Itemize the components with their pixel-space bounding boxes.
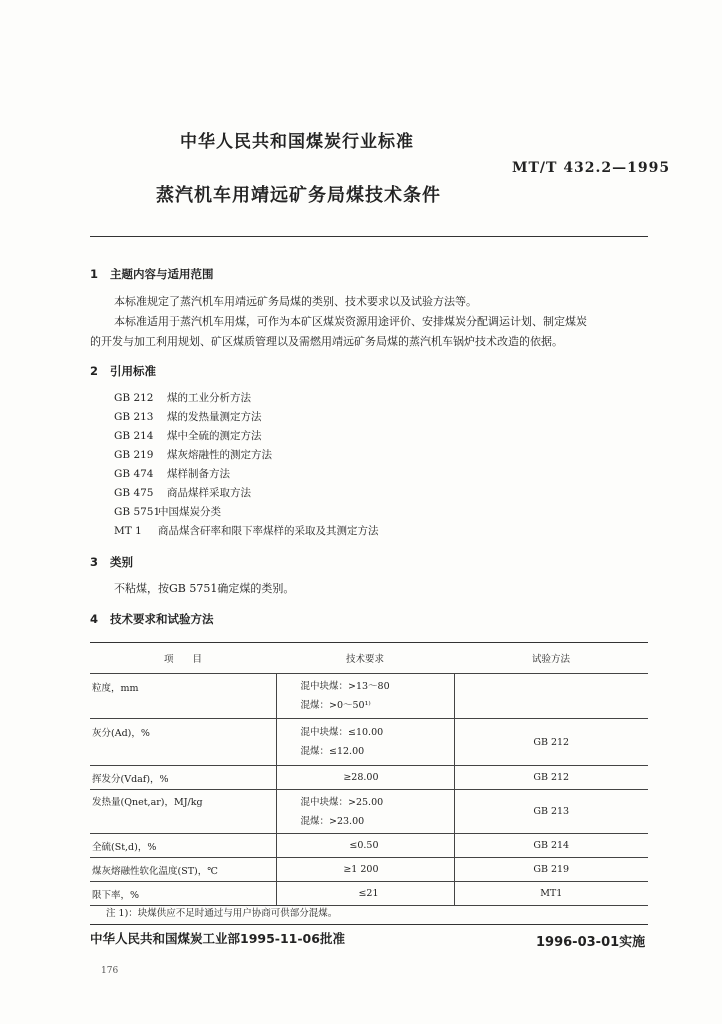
reference-code: GB 214 — [114, 430, 154, 442]
reference-name: 煤的工业分析方法 — [167, 392, 251, 404]
reference-code: GB 474 — [114, 468, 154, 480]
reference-item — [114, 409, 262, 424]
method-cell: GB 212 — [454, 766, 648, 790]
specification-table — [90, 642, 648, 906]
requirement-line: 混煤：>0～50¹⁾ — [300, 700, 371, 711]
reference-code: GB 219 — [114, 449, 154, 461]
section-number: 2 — [90, 364, 99, 378]
section-3-heading — [90, 554, 133, 570]
table-footnote: 注 1)：块煤供应不足时通过与用户协商可供部分混煤。 — [106, 908, 338, 919]
method-cell: MT1 — [454, 882, 648, 906]
reference-item — [114, 447, 272, 462]
requirement-cell: ≤0.50 — [276, 834, 454, 858]
method-cell: GB 213 — [454, 790, 648, 834]
table-row — [90, 719, 648, 766]
reference-item — [114, 428, 262, 443]
section-number: 1 — [90, 267, 99, 281]
method-cell: GB 214 — [454, 834, 648, 858]
table-header-row — [90, 643, 648, 674]
footer-rule — [90, 924, 648, 925]
reference-code: GB 5751 — [114, 506, 161, 518]
requirement-cell — [276, 674, 454, 719]
section-1-paragraph-2-cont: 的开发与加工利用规划、矿区煤质管理以及需燃用靖远矿务局煤的蒸汽机车锅炉技术改造的依据。 — [90, 335, 563, 348]
section-1-paragraph-1: 本标准规定了蒸汽机车用靖远矿务局煤的类别、技术要求以及试验方法等。 — [114, 295, 477, 308]
table-row — [90, 674, 648, 719]
table-row — [90, 790, 648, 834]
section-title: 主题内容与适用范围 — [110, 267, 214, 281]
method-cell: GB 212 — [454, 719, 648, 766]
section-title: 技术要求和试验方法 — [110, 612, 214, 626]
requirement-cell: ≥28.00 — [276, 766, 454, 790]
section-number: 4 — [90, 612, 99, 626]
column-header-requirement: 技术要求 — [276, 643, 454, 674]
section-2-heading — [90, 363, 156, 379]
item-cell: 挥发分(Vdaf)，% — [90, 766, 276, 790]
requirement-line: 混煤：≤12.00 — [300, 746, 365, 757]
method-cell — [454, 674, 648, 719]
item-cell: 煤灰熔融性软化温度(ST)，℃ — [90, 858, 276, 882]
reference-name: 中国煤炭分类 — [158, 506, 221, 518]
column-header-method: 试验方法 — [454, 643, 648, 674]
reference-name: 商品煤含矸率和限下率煤样的采取及其测定方法 — [158, 525, 379, 537]
item-cell: 限下率，% — [90, 882, 276, 906]
reference-item — [114, 504, 221, 519]
section-3-paragraph: 不粘煤，按GB 5751确定煤的类别。 — [114, 582, 295, 595]
section-title: 引用标准 — [110, 364, 156, 378]
requirement-line: 混中块煤：>13～80 — [300, 681, 390, 692]
reference-name: 煤的发热量测定方法 — [167, 411, 262, 423]
item-cell: 全硫(St,d)，% — [90, 834, 276, 858]
page-number: 176 — [101, 966, 119, 976]
requirement-cell — [276, 790, 454, 834]
requirement-cell — [276, 719, 454, 766]
requirement-line: 混中块煤：≤10.00 — [300, 727, 384, 738]
standard-category: 中华人民共和国煤炭行业标准 — [180, 132, 414, 152]
section-number: 3 — [90, 555, 99, 569]
item-cell: 发热量(Qnet,ar)，MJ/kg — [90, 790, 276, 834]
requirement-line: 混煤：>23.00 — [300, 815, 365, 827]
method-cell: GB 219 — [454, 858, 648, 882]
table-row — [90, 882, 648, 906]
standard-number: MT/T 432.2—1995 — [512, 160, 671, 176]
item-cell: 粒度，mm — [90, 674, 276, 719]
table-row — [90, 858, 648, 882]
table-row — [90, 834, 648, 858]
table-row — [90, 766, 648, 790]
requirement-line: 混中块煤：>25.00 — [300, 796, 384, 808]
reference-name: 煤中全硫的测定方法 — [167, 430, 262, 442]
reference-code: GB 212 — [114, 392, 154, 404]
reference-item — [114, 390, 251, 405]
section-4-heading — [90, 611, 214, 627]
reference-code: GB 475 — [114, 487, 154, 499]
header-rule — [90, 236, 648, 237]
approval-statement: 中华人民共和国煤炭工业部1995-11-06批准 — [90, 931, 345, 946]
reference-name: 煤灰熔融性的测定方法 — [167, 449, 272, 461]
section-title: 类别 — [110, 555, 133, 569]
section-1-paragraph-2: 本标准适用于蒸汽机车用煤，可作为本矿区煤炭资源用途评价、安排煤炭分配调运计划、制定煤炭 — [114, 315, 587, 328]
document-title: 蒸汽机车用靖远矿务局煤技术条件 — [156, 185, 441, 206]
reference-code: MT 1 — [114, 525, 142, 537]
reference-item — [114, 523, 379, 538]
reference-item — [114, 485, 251, 500]
reference-name: 煤样制备方法 — [167, 468, 230, 480]
reference-item — [114, 466, 230, 481]
reference-name: 商品煤样采取方法 — [167, 487, 251, 499]
section-1-heading — [90, 266, 214, 282]
requirement-cell: ≤21 — [276, 882, 454, 906]
requirement-cell: ≥1 200 — [276, 858, 454, 882]
implementation-date: 1996-03-01实施 — [536, 935, 646, 950]
reference-code: GB 213 — [114, 411, 154, 423]
item-cell: 灰分(Ad)，% — [90, 719, 276, 766]
column-header-item: 项 目 — [90, 643, 276, 674]
